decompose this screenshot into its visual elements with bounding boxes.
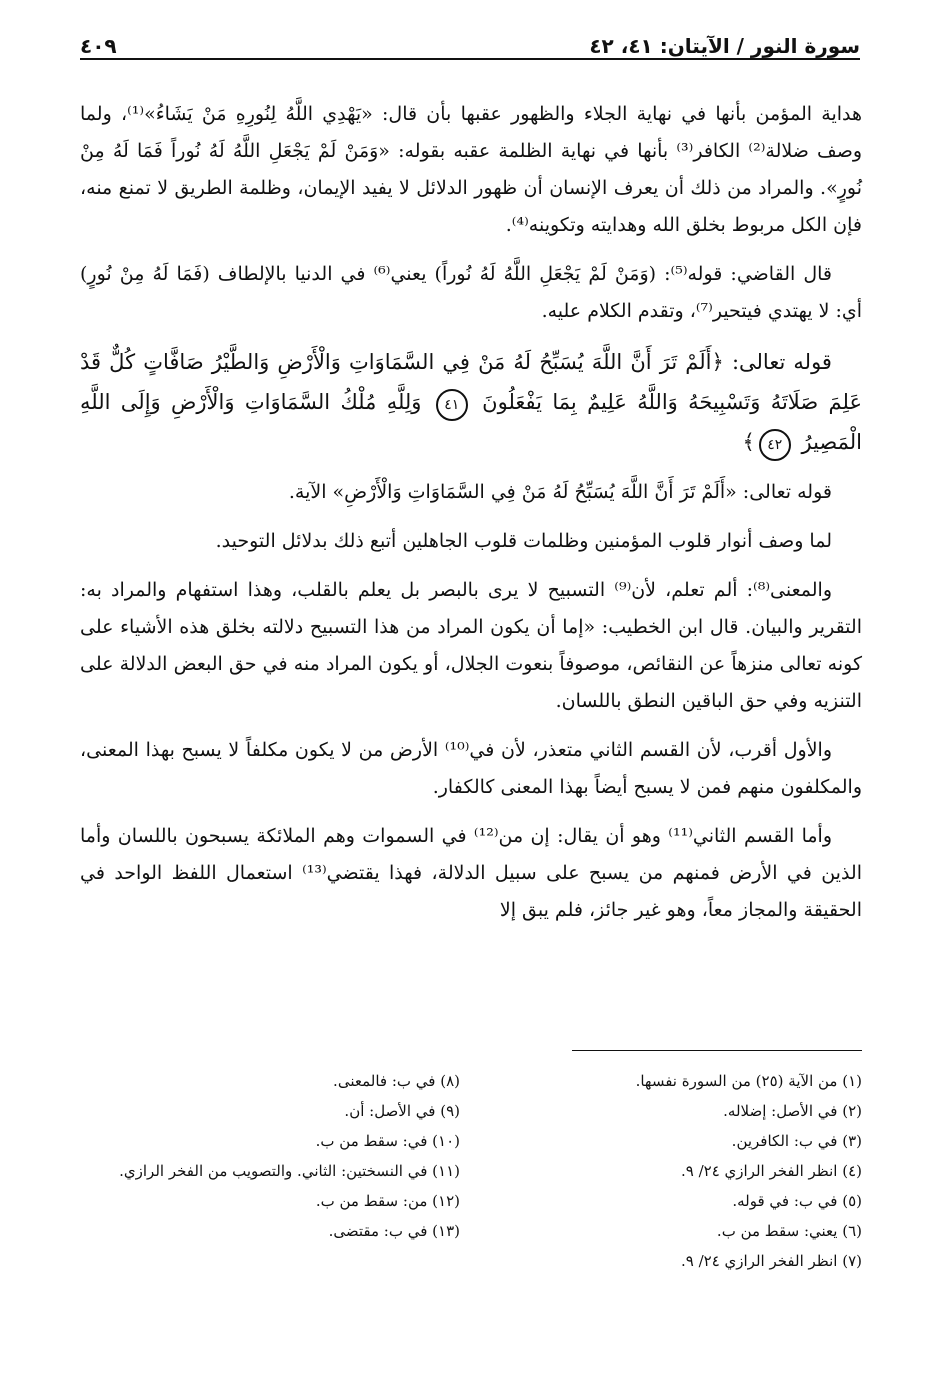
footnote: (٩) في الأصل: أن.	[344, 1102, 460, 1120]
verse-number-marker: ٤٢	[759, 429, 791, 461]
footnote: (٦) يعني: سقط من ب.	[716, 1222, 862, 1240]
footnotes-column-right	[482, 1066, 862, 1276]
footnote: (٧) انظر الفخر الرازي ٢٤/ ٩.	[680, 1252, 862, 1270]
footnote: (٤) انظر الفخر الرازي ٢٤/ ٩.	[680, 1162, 862, 1180]
quran-text: وَلِلَّهِ مُلْكُ السَّمَاوَاتِ وَالْأَرْضِ وَإِلَى اللَّهِ الْمَصِيرُ	[80, 390, 862, 454]
footnotes-column-left	[80, 1066, 460, 1246]
paragraph: قال القاضي: قوله⁽⁵⁾: (وَمَنْ لَمْ يَجْعَلِ اللَّهُ لَهُ نُوراً) يعني⁽⁶⁾ في الدنيا بالإلطاف (فَمَا لَهُ مِنْ نُورٍ) أي: لا يهتدي فيتحير⁽⁷⁾، وتقدم الكلام عليه.	[80, 263, 862, 322]
paragraph: والأول أقرب، لأن القسم الثاني متعذر، لأن في⁽¹⁰⁾ الأرض من لا يكون مكلفاً لا يسبح بهذا المعنى، والمكلفون منهم فمن لا يسبح أيضاً بهذا المعنى كالكفار.	[80, 739, 862, 798]
footnote: (٣) في ب: الكافرين.	[731, 1132, 862, 1150]
paragraph: قوله تعالى: «أَلَمْ تَرَ أَنَّ اللَّهَ يُسَبِّحُ لَهُ مَنْ فِي السَّمَاوَاتِ وَالْأَرْضِ» الآية.	[288, 481, 832, 503]
paragraph: هداية المؤمن بأنها في نهاية الجلاء والظهور عقبها بأن قال: «يَهْدِي اللَّهُ لِنُورِهِ مَنْ يَشَاءُ»⁽¹⁾، ولما وصف ضلالة⁽²⁾ الكافر⁽³⁾ بأنها في نهاية الظلمة عقبه بقوله: «وَمَنْ لَمْ يَجْعَلِ اللَّهُ لَهُ نُوراً فَمَا لَهُ مِنْ نُورٍ». والمراد من ذلك أن يعرف الإنسان أن ظهور الدلائل لا يفيد الإيمان، وظلمة الطريق لا تمنع منه، فإن الكل مربوط بخلق الله وهدايته وتكوينه⁽⁴⁾.	[80, 103, 863, 236]
footnote: (٨) في ب: فالمعنى.	[333, 1072, 460, 1090]
paragraph: وأما القسم الثاني⁽¹¹⁾ وهو أن يقال: إن من⁽¹²⁾ في السموات وهم الملائكة يسبحون باللسان وأما الذين في الأرض فمنهم من يسبح على سبيل الدلالة، فهذا يقتضي⁽¹³⁾ استعمال اللفظ الواحد في الحقيقة والمجاز معاً، وهو غير جائز، فلم يبق إلا	[80, 825, 862, 921]
footnote: (١٠) في: سقط من ب.	[315, 1132, 460, 1150]
footnote-rule	[572, 1050, 862, 1051]
footnote: (٥) في ب: في قوله.	[732, 1192, 862, 1210]
running-title: سورة النور / الآيتان: ٤١، ٤٢	[581, 34, 860, 58]
page-header	[80, 34, 860, 68]
quran-text: ﴿أَلَمْ تَرَ أَنَّ اللَّهَ يُسَبِّحُ لَهُ مَنْ فِي السَّمَاوَاتِ وَالْأَرْضِ وَالطَّيْرُ صَافَّاتٍ كُلٌّ قَدْ عَلِمَ صَلَاتَهُ وَتَسْبِيحَهُ وَاللَّهُ عَلِيمٌ بِمَا يَفْعَلُونَ	[80, 350, 862, 414]
main-text	[80, 96, 862, 941]
footnote: (١١) في النسختين: الثاني. والتصويب من الفخر الرازي.	[119, 1162, 460, 1180]
footnote: (٢) في الأصل: إضلاله.	[723, 1102, 862, 1120]
footnote: (١) من الآية (٢٥) من السورة نفسها.	[635, 1072, 862, 1090]
quran-verses	[80, 342, 862, 462]
verse-number-marker: ٤١	[436, 389, 468, 421]
paragraph: والمعنى⁽⁸⁾: ألم تعلم، لأن⁽⁹⁾ التسبيح لا يرى بالبصر بل يعلم بالقلب، وهذا استفهام والمراد به: التقرير والبيان. قال ابن الخطيب: «إما أن يكون المراد من هذا التسبيح دلالته بخلق هذه الأشياء على كونه تعالى منزهاً عن النقائص، موصوفاً بنعوت الجلال، أو يكون المراد منه في حق البعض الدلالة على التنزيه وفي حق الباقين النطق باللسان.	[80, 579, 862, 712]
footnote: (١٢) من: سقط من ب.	[315, 1192, 460, 1210]
page-number: ٤٠٩	[80, 34, 125, 58]
quran-intro: قوله تعالى:	[731, 350, 832, 374]
footnote: (١٣) في ب: مقتضى.	[328, 1222, 460, 1240]
header-rule	[80, 58, 860, 60]
paragraph: لما وصف أنوار قلوب المؤمنين وظلمات قلوب الجاهلين أتبع ذلك بدلائل التوحيد.	[215, 530, 832, 552]
quran-close-bracket: ﴾	[742, 430, 755, 454]
